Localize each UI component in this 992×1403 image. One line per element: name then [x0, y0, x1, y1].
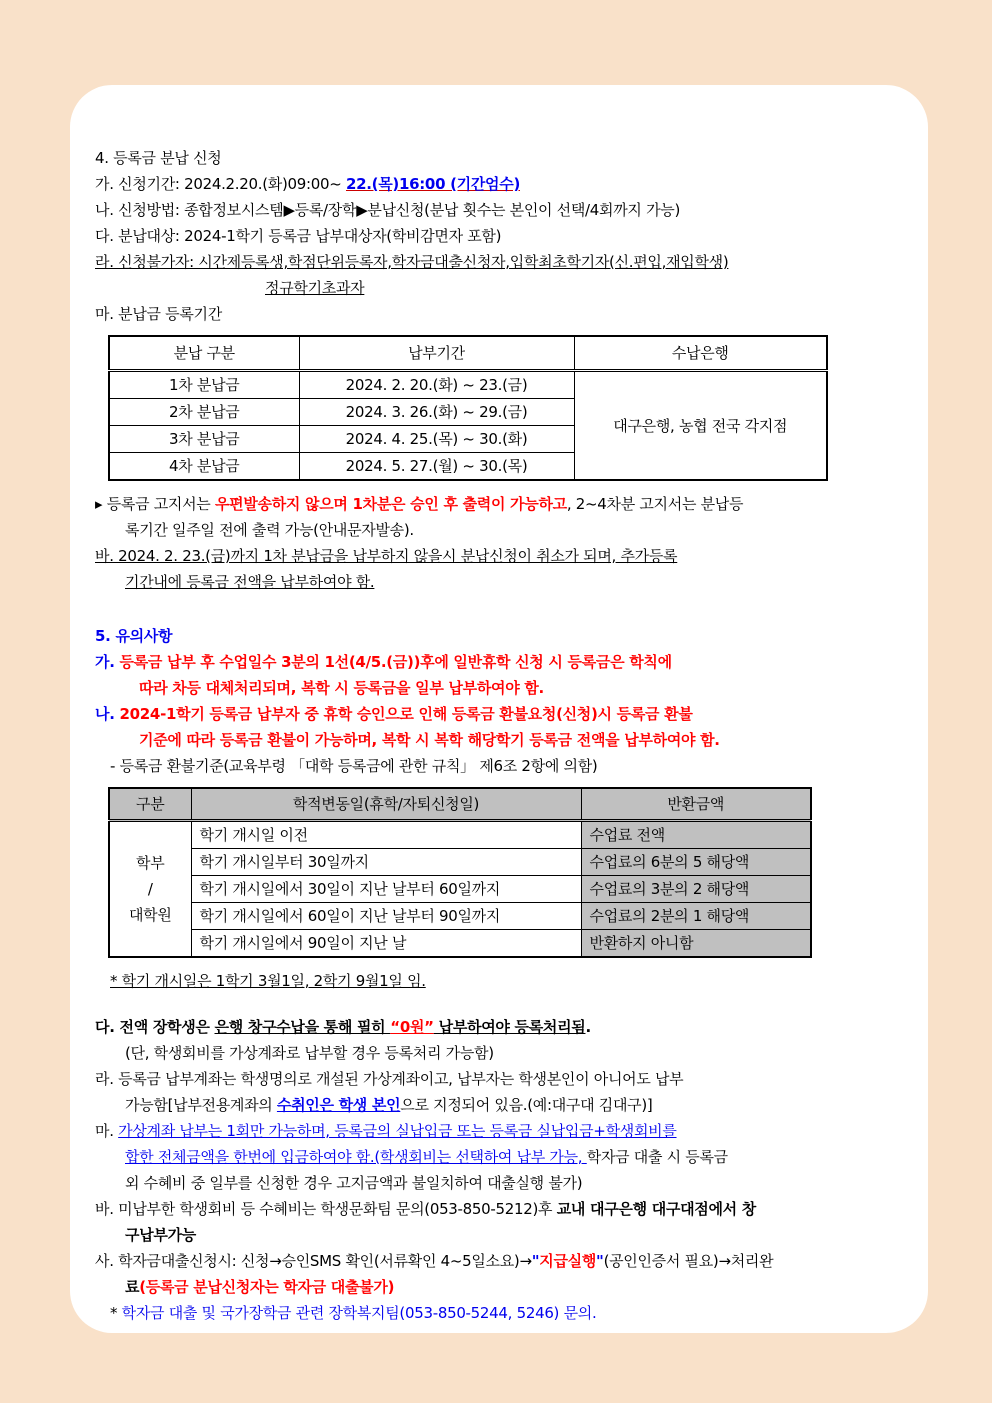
section5-item-sa-student-loan: 사. 학자금대출신청시: 신청→승인SMS 확인(서류확인 4~5일소요)→"지급실행"(공인인증서 필요)→처리완 [95, 1252, 774, 1270]
refund-amount: 수업료의 6분의 5 해당액 [581, 849, 811, 876]
installment-3-label: 3차 분납금 [109, 426, 299, 453]
section5-item-ma-virtual-account-cont2: 외 수혜비 중 일부를 신청한 경우 고지금액과 불일치하여 대출실행 불가) [125, 1174, 583, 1192]
group-cell [109, 821, 191, 958]
refund-rule-reference: - 등록금 환불기준(교육부령 「대학 등록금에 관한 규칙」 제6조 2항에 의함) [110, 757, 598, 775]
bank-cell: 대구은행, 농협 전국 각지점 [574, 371, 827, 481]
installment-4-period: 2024. 5. 27.(월) ~ 30.(목) [299, 453, 574, 481]
section4-item-ra-ineligible: 라. 신청불가자: 시간제등록생,학점단위등록자,학자금대출신청자,입학최초학기자(신.편입,재입학생) [95, 253, 729, 271]
notice-card [70, 85, 928, 1333]
section5-item-ra-account: 라. 등록금 납부계좌는 학생명의로 개설된 가상계좌이고, 납부자는 학생본인이 아니어도 납부 [95, 1070, 684, 1088]
section4-item-ga-application-period: 가. 신청기간: 2024.2.20.(화)09:00~ 22.(목)16:00 (기간엄수) [95, 175, 520, 193]
header-refund-amount: 반환금액 [581, 788, 811, 821]
table-header-row [109, 788, 811, 821]
section4-item-ba-cancellation: 바. 2024. 2. 23.(금)까지 1차 분납금을 납부하지 않을시 분납신청이 취소가 되며, 추가등록 [95, 547, 678, 565]
section5-item-sa-student-loan-cont: 료(등록금 분납신청자는 학자금 대출불가) [125, 1278, 395, 1296]
header-payment-period: 납부기간 [299, 336, 574, 371]
section5-item-ra-account-cont: 가능함[납부전용계좌의 수취인은 학생 본인으로 지정되어 있음.(예:대구대 김대구)] [125, 1096, 653, 1114]
group-line: 학부 [136, 854, 165, 872]
table-row [109, 821, 811, 849]
installment-2-label: 2차 분납금 [109, 399, 299, 426]
table-row [109, 876, 811, 903]
section4-item-da-target: 다. 분납대상: 2024-1학기 등록금 납부대상자(학비감면자 포함) [95, 227, 502, 245]
section4-item-na-application-method: 나. 신청방법: 종합정보시스템▶등록/장학▶분납신청(분납 횟수는 본인이 선택/4회까지 가능) [95, 201, 681, 219]
section5-item-ma-virtual-account-cont1: 합한 전체금액을 한번에 입금하여야 함.(학생회비는 선택하여 납부 가능, 학자금 대출 시 등록금 [125, 1148, 728, 1166]
installment-4-label: 4차 분납금 [109, 453, 299, 481]
refund-condition: 학기 개시일에서 90일이 지난 날 [191, 930, 581, 958]
section5-item-na-refund: 나. 2024-1학기 등록금 납부자 중 휴학 승인으로 인해 등록금 환불요청(신청)시 등록금 환불 [95, 705, 693, 723]
notice-bullet-invoice: ▸ 등록금 고지서는 우편발송하지 않으며 1차분은 승인 후 출력이 가능하고, 2~4차분 고지서는 분납등 [95, 495, 744, 513]
section4-item-ba-cancellation-cont: 기간내에 등록금 전액을 납부하여야 함. [125, 573, 375, 591]
group-line: 대학원 [128, 906, 172, 924]
table-row [109, 849, 811, 876]
table-row [109, 371, 827, 399]
table-row [109, 903, 811, 930]
table-row [109, 930, 811, 958]
refund-criteria-table [108, 787, 812, 958]
section5-title: 5. 유의사항 [95, 627, 173, 645]
section5-item-ba-unpaid-fees-cont: 구납부가능 [125, 1226, 196, 1244]
table-header-row [109, 336, 827, 371]
group-line: / [147, 880, 153, 898]
semester-start-note: * 학기 개시일은 1학기 3월1일, 2학기 9월1일 임. [110, 972, 426, 990]
section4-item-ma-registration-period: 마. 분납금 등록기간 [95, 305, 222, 323]
refund-condition: 학기 개시일부터 30일까지 [191, 849, 581, 876]
refund-amount: 반환하지 아니함 [581, 930, 811, 958]
section5-item-ga-leave: 가. 등록금 납부 후 수업일수 3분의 1선(4/5.(금))후에 일반휴학 신청 시 등록금은 학칙에 [95, 653, 672, 671]
installment-2-period: 2024. 3. 26.(화) ~ 29.(금) [299, 399, 574, 426]
refund-condition: 학기 개시일에서 30일이 지난 날부터 60일까지 [191, 876, 581, 903]
header-installment-type: 분납 구분 [109, 336, 299, 371]
section5-item-na-refund-cont: 기준에 따라 등록금 환불이 가능하며, 복학 시 복학 해당학기 등록금 전액을 납부하여야 함. [139, 731, 720, 749]
refund-amount: 수업료의 3분의 2 해당액 [581, 876, 811, 903]
refund-condition: 학기 개시일 이전 [191, 821, 581, 849]
installment-1-label: 1차 분납금 [109, 371, 299, 399]
refund-condition: 학기 개시일에서 60일이 지난 날부터 90일까지 [191, 903, 581, 930]
notice-content [70, 85, 928, 1326]
section5-item-da-scholarship: 다. 전액 장학생은 은행 창구수납을 통해 필히 “0원” 납부하여야 등록처리됨. [95, 1018, 591, 1036]
header-change-date: 학적변동일(휴학/자퇴신청일) [191, 788, 581, 821]
installment-1-period: 2024. 2. 20.(화) ~ 23.(금) [299, 371, 574, 399]
section5-item-ga-leave-cont: 따라 차등 대체처리되며, 복학 시 등록금을 일부 납부하여야 함. [139, 679, 544, 697]
header-bank: 수납은행 [574, 336, 827, 371]
scholarship-contact-note: * 학자금 대출 및 국가장학금 관련 장학복지팀(053-850-5244, 5246) 문의. [110, 1304, 597, 1322]
section5-item-ma-virtual-account: 마. 가상계좌 납부는 1회만 가능하며, 등록금의 실납입금 또는 등록금 실납입금+학생회비를 [95, 1122, 677, 1140]
section4-item-ra-ineligible-cont: 정규학기초과자 [265, 279, 365, 297]
refund-amount: 수업료 전액 [581, 821, 811, 849]
section5-item-ba-unpaid-fees: 바. 미납부한 학생회비 등 수혜비는 학생문화팀 문의(053-850-5212)후 교내 대구은행 대구대점에서 창 [95, 1200, 756, 1218]
section5-item-da-scholarship-cont: (단, 학생회비를 가상계좌로 납부할 경우 등록처리 가능함) [125, 1044, 494, 1062]
section4-title: 4. 등록금 분납 신청 [95, 149, 222, 167]
installment-3-period: 2024. 4. 25.(목) ~ 30.(화) [299, 426, 574, 453]
notice-bullet-invoice-cont: 록기간 일주일 전에 출력 가능(안내문자발송). [125, 521, 414, 539]
refund-amount: 수업료의 2분의 1 해당액 [581, 903, 811, 930]
header-category: 구분 [109, 788, 191, 821]
installment-schedule-table [108, 335, 828, 481]
